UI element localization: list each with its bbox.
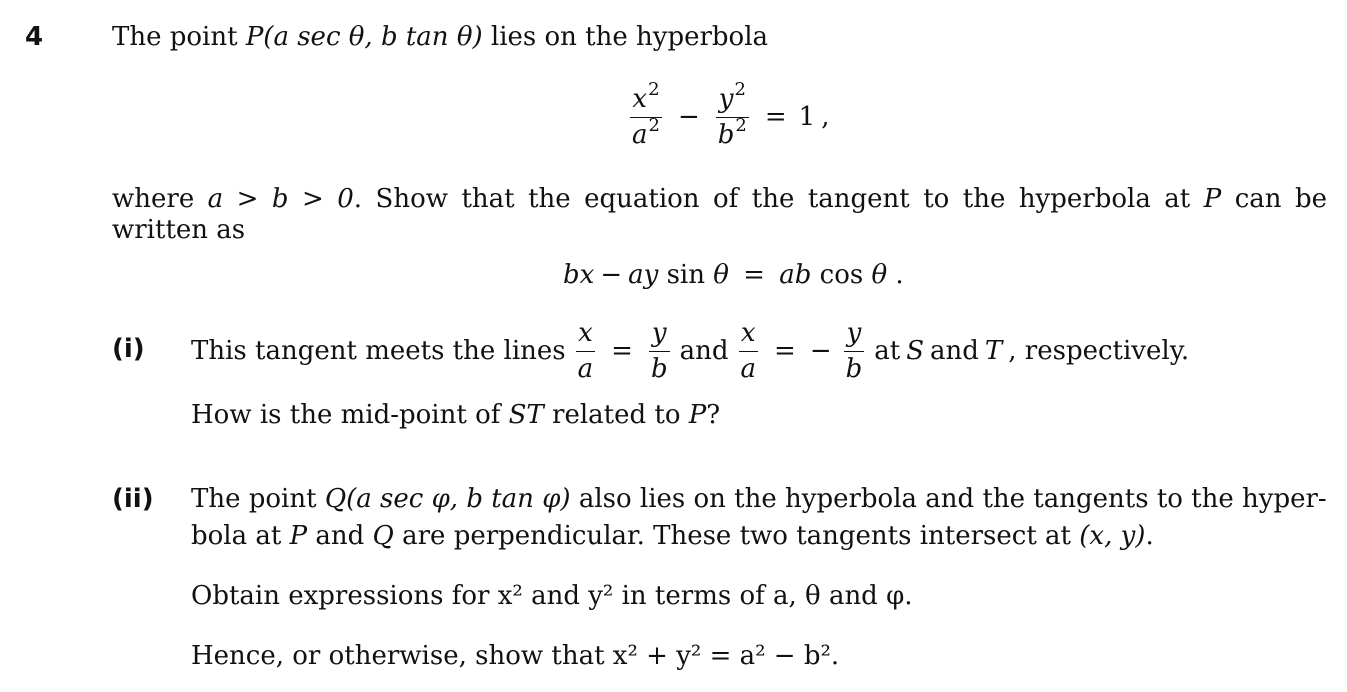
part-ii-label: (ii) [112,484,154,514]
part-ii-line-1 [191,484,1327,515]
obtain-expressions: Obtain expressions for x² and y² in terms of a, θ and φ. [191,581,913,611]
respectively: , respectively. [1008,336,1190,367]
part-i-start: This tangent meets the lines [191,336,566,367]
point-p-2: P [688,400,707,430]
fraction-y2-over-b2: $\frac{y^2}{b^2}$ [717,79,747,151]
part-i-q-prefix: How is the mid-point of [191,400,501,430]
intersection-xy: (x, y) [1079,521,1146,551]
fraction-x-over-a-2: $\frac{x}{a}$ [740,318,757,385]
part-i-q-mid: related to [552,400,681,430]
part-i-label: (i) [112,334,145,364]
point-p: P [1203,184,1222,214]
statement-tail: can be written as [112,184,1327,246]
point-p-expression: P(a sec θ, b tan θ) [245,22,483,52]
part-ii-prefix: The point [191,484,317,514]
period: . [1145,521,1154,551]
hence-show: Hence, or otherwise, show that x² + y² = a² − b². [191,641,840,671]
intro-text-after: lies on the hyperbola [490,22,769,52]
at-word: at [874,336,901,367]
tangent-equation: bx − ay sin θ = ab cos θ . [563,260,904,290]
part-ii-suffix: also lies on the hyperbola and the tangents to the hyper- [578,484,1327,514]
part-ii-line2-prefix: bola at [191,521,282,551]
and-word-2: and [930,336,979,367]
part-i-line-2 [191,400,720,431]
segment-st: ST [508,400,544,430]
fraction-x-over-a: $\frac{x}{a}$ [577,318,594,385]
point-p-3: P [289,521,308,551]
and-word: and [679,336,729,367]
hyperbola-equation: $\frac{x^2}{a^2}$ − $\frac{y^2}{b^2}$ = 1 , [626,84,829,151]
part-ii-line-2 [191,521,1154,552]
point-s: S [906,336,925,367]
part-ii-line2-mid: are perpendicular. These two tangents intersect at [402,521,1071,551]
question-mark: ? [706,400,721,430]
intro-text-before: The point [112,22,238,52]
fraction-x2-over-a2: $\frac{x^2}{a^2}$ [632,79,660,151]
point-q: Q [372,521,394,551]
part-ii-line-3 [191,581,913,612]
question-number: 4 [25,22,44,52]
inequality: a > b > 0 [207,184,354,214]
statement-rest: . Show that the equation of the tangent to the hyperbola at [353,184,1191,214]
part-i-line-1: This tangent meets the lines $\frac{x}{a}$ = $\frac{y}{b}$ and $\frac{x}{a}$ = − $\frac{y}{b}$ at S and T , respectively. [191,318,1190,385]
and-word-3: and [315,521,365,551]
fraction-y-over-b-2: $\frac{y}{b}$ [845,318,863,385]
tangent-statement [112,184,1327,246]
part-ii-line-4 [191,641,839,672]
where-word: where [112,184,195,214]
fraction-y-over-b: $\frac{y}{b}$ [650,318,668,385]
hyperbola-equation-text [626,117,627,118]
point-q-expression: Q(a sec φ, b tan φ) [324,484,571,514]
point-t: T [984,336,1003,367]
intro-line [112,22,768,53]
